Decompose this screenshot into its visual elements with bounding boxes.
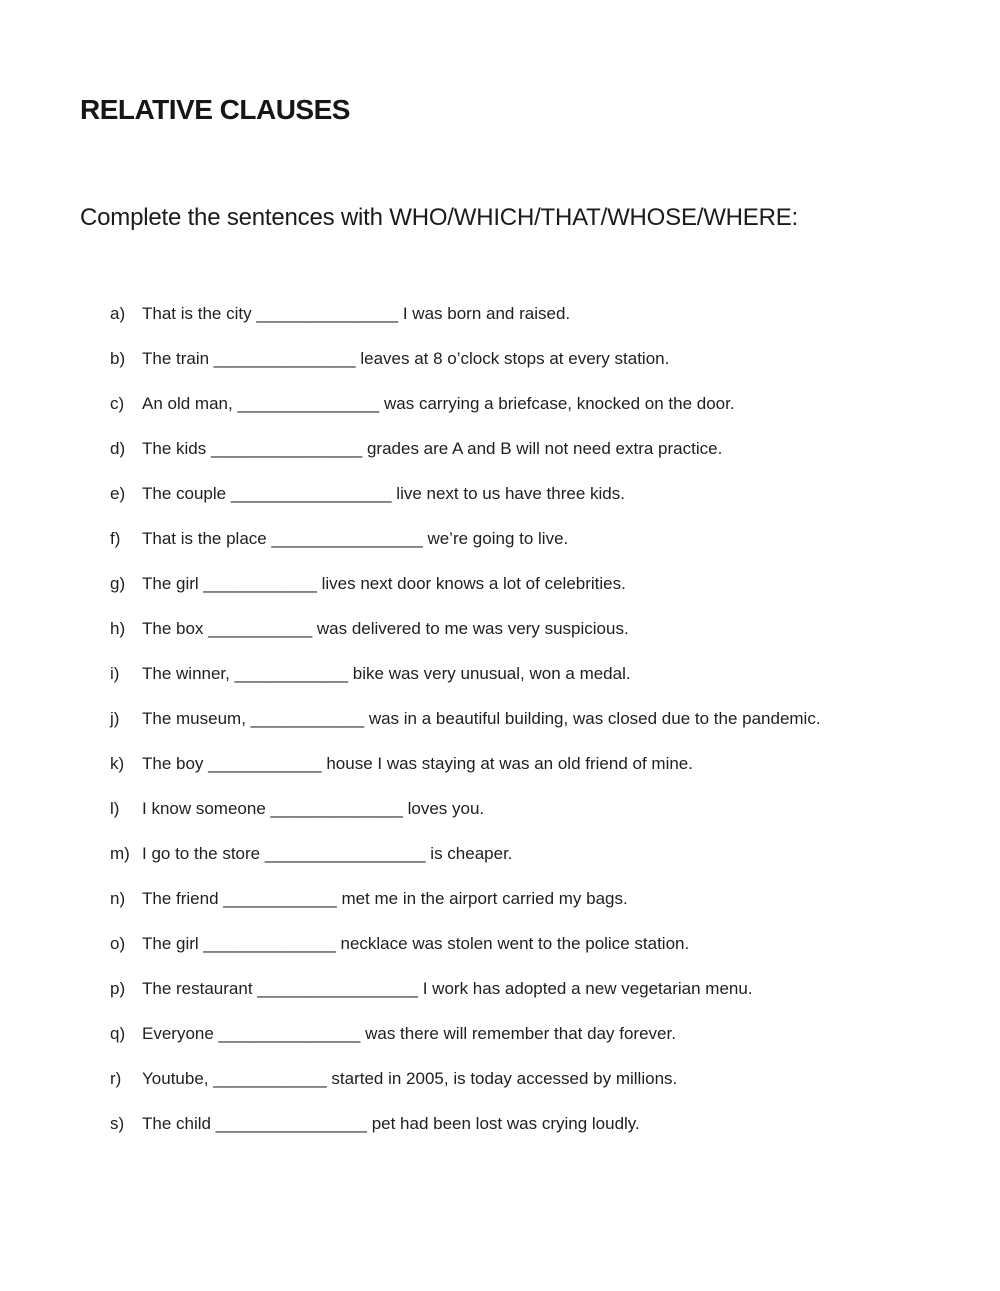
- sentence-item: [110, 303, 970, 348]
- sentence-item: [110, 1023, 970, 1068]
- sentence-item: [110, 483, 970, 528]
- item-label: a): [110, 304, 126, 323]
- item-label: r): [110, 1069, 122, 1088]
- item-label: j): [110, 709, 120, 728]
- sentence-text: That is the place ________________ we’re going to live.: [142, 529, 569, 548]
- sentence-text: That is the city _______________ I was born and raised.: [142, 304, 571, 323]
- sentence-item: [110, 888, 970, 933]
- item-label: l): [110, 799, 120, 818]
- sentence-text: Everyone _______________ was there will remember that day forever.: [142, 1024, 676, 1043]
- sentence-item: [110, 933, 970, 978]
- item-label: b): [110, 349, 126, 368]
- sentence-text: The couple _________________ live next to us have three kids.: [142, 484, 625, 503]
- item-label: i): [110, 664, 120, 683]
- item-label: k): [110, 754, 125, 773]
- sentence-text: I know someone ______________ loves you.: [142, 799, 485, 818]
- sentence-item: [110, 1068, 970, 1113]
- sentence-item: [110, 843, 970, 888]
- sentence-item: [110, 528, 970, 573]
- item-label: c): [110, 394, 125, 413]
- sentence-list: [110, 303, 970, 1158]
- item-label: g): [110, 574, 126, 593]
- sentence-text: Youtube, ____________ started in 2005, is today accessed by millions.: [142, 1069, 678, 1088]
- sentence-text: I go to the store _________________ is cheaper.: [142, 844, 513, 863]
- sentence-item: [110, 708, 970, 753]
- sentence-text: The winner, ____________ bike was very unusual, won a medal.: [142, 664, 631, 683]
- sentence-text: The restaurant _________________ I work has adopted a new vegetarian menu.: [142, 979, 753, 998]
- sentence-text: The girl ____________ lives next door knows a lot of celebrities.: [142, 574, 626, 593]
- sentence-text: The boy ____________ house I was staying at was an old friend of mine.: [142, 754, 693, 773]
- sentence-text: The museum, ____________ was in a beautiful building, was closed due to the pandemic.: [142, 709, 821, 728]
- sentence-item: [110, 978, 970, 1023]
- sentence-item: [110, 573, 970, 618]
- sentence-text: The child ________________ pet had been lost was crying loudly.: [142, 1114, 640, 1133]
- sentence-item: [110, 663, 970, 708]
- sentence-item: [110, 753, 970, 798]
- instruction-text: Complete the sentences with WHO/WHICH/THAT/WHOSE/WHERE:: [80, 204, 799, 231]
- sentence-text: The train _______________ leaves at 8 o’clock stops at every station.: [142, 349, 670, 368]
- sentence-text: The girl ______________ necklace was stolen went to the police station.: [142, 934, 690, 953]
- item-label: f): [110, 529, 121, 548]
- item-label: p): [110, 979, 126, 998]
- sentence-item: [110, 618, 970, 663]
- item-label: q): [110, 1024, 126, 1043]
- item-label: m): [110, 844, 130, 863]
- item-label: d): [110, 439, 126, 458]
- item-label: n): [110, 889, 126, 908]
- worksheet-title: RELATIVE CLAUSES: [80, 94, 350, 125]
- sentence-text: An old man, _______________ was carrying a briefcase, knocked on the door.: [142, 394, 735, 413]
- sentence-item: [110, 438, 970, 483]
- sentence-item: [110, 348, 970, 393]
- item-label: e): [110, 484, 126, 503]
- item-label: o): [110, 934, 126, 953]
- sentence-text: The kids ________________ grades are A and B will not need extra practice.: [142, 439, 723, 458]
- sentence-text: The box ___________ was delivered to me was very suspicious.: [142, 619, 629, 638]
- sentence-text: The friend ____________ met me in the airport carried my bags.: [142, 889, 628, 908]
- sentence-item: [110, 798, 970, 843]
- sentence-item: [110, 1113, 970, 1158]
- item-label: h): [110, 619, 126, 638]
- item-label: s): [110, 1114, 125, 1133]
- sentence-item: [110, 393, 970, 438]
